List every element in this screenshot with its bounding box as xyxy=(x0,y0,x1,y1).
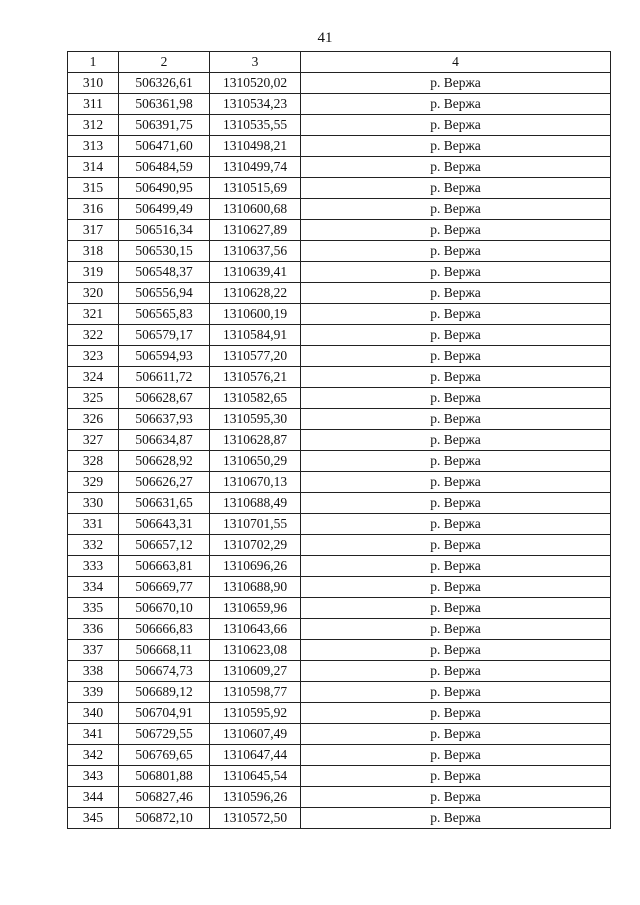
description-cell: р. Вержа xyxy=(301,178,611,199)
y-coordinate-cell: 1310702,29 xyxy=(210,535,301,556)
point-number-cell: 320 xyxy=(68,283,119,304)
x-coordinate-cell: 506594,93 xyxy=(119,346,210,367)
x-coordinate-cell: 506499,49 xyxy=(119,199,210,220)
point-number-cell: 313 xyxy=(68,136,119,157)
description-cell: р. Вержа xyxy=(301,325,611,346)
table-row xyxy=(68,472,611,493)
description-cell: р. Вержа xyxy=(301,157,611,178)
y-coordinate-cell: 1310627,89 xyxy=(210,220,301,241)
table-row xyxy=(68,115,611,136)
table-row xyxy=(68,136,611,157)
y-coordinate-cell: 1310498,21 xyxy=(210,136,301,157)
x-coordinate-cell: 506657,12 xyxy=(119,535,210,556)
point-number-cell: 341 xyxy=(68,724,119,745)
y-coordinate-cell: 1310609,27 xyxy=(210,661,301,682)
x-coordinate-cell: 506626,27 xyxy=(119,472,210,493)
description-cell: р. Вержа xyxy=(301,745,611,766)
table-row xyxy=(68,577,611,598)
point-number-cell: 338 xyxy=(68,661,119,682)
x-coordinate-cell: 506565,83 xyxy=(119,304,210,325)
y-coordinate-cell: 1310577,20 xyxy=(210,346,301,367)
description-cell: р. Вержа xyxy=(301,472,611,493)
point-number-cell: 329 xyxy=(68,472,119,493)
description-cell: р. Вержа xyxy=(301,409,611,430)
description-cell: р. Вержа xyxy=(301,661,611,682)
y-coordinate-cell: 1310639,41 xyxy=(210,262,301,283)
description-cell: р. Вержа xyxy=(301,220,611,241)
x-coordinate-cell: 506704,91 xyxy=(119,703,210,724)
description-cell: р. Вержа xyxy=(301,430,611,451)
y-coordinate-cell: 1310659,96 xyxy=(210,598,301,619)
x-coordinate-cell: 506628,67 xyxy=(119,388,210,409)
description-cell: р. Вержа xyxy=(301,514,611,535)
y-coordinate-cell: 1310637,56 xyxy=(210,241,301,262)
x-coordinate-cell: 506628,92 xyxy=(119,451,210,472)
point-number-cell: 322 xyxy=(68,325,119,346)
point-number-cell: 328 xyxy=(68,451,119,472)
column-header-1: 1 xyxy=(68,52,119,73)
point-number-cell: 336 xyxy=(68,619,119,640)
description-cell: р. Вержа xyxy=(301,619,611,640)
point-number-cell: 312 xyxy=(68,115,119,136)
x-coordinate-cell: 506669,77 xyxy=(119,577,210,598)
description-cell: р. Вержа xyxy=(301,724,611,745)
point-number-cell: 321 xyxy=(68,304,119,325)
y-coordinate-cell: 1310628,22 xyxy=(210,283,301,304)
y-coordinate-cell: 1310595,30 xyxy=(210,409,301,430)
y-coordinate-cell: 1310595,92 xyxy=(210,703,301,724)
point-number-cell: 342 xyxy=(68,745,119,766)
table-row xyxy=(68,304,611,325)
table-row xyxy=(68,556,611,577)
table-row xyxy=(68,283,611,304)
point-number-cell: 332 xyxy=(68,535,119,556)
x-coordinate-cell: 506631,65 xyxy=(119,493,210,514)
y-coordinate-cell: 1310582,65 xyxy=(210,388,301,409)
y-coordinate-cell: 1310600,68 xyxy=(210,199,301,220)
table-row xyxy=(68,94,611,115)
table-row xyxy=(68,262,611,283)
y-coordinate-cell: 1310584,91 xyxy=(210,325,301,346)
table-row xyxy=(68,703,611,724)
point-number-cell: 333 xyxy=(68,556,119,577)
point-number-cell: 337 xyxy=(68,640,119,661)
table-row xyxy=(68,808,611,829)
description-cell: р. Вержа xyxy=(301,493,611,514)
x-coordinate-cell: 506579,17 xyxy=(119,325,210,346)
description-cell: р. Вержа xyxy=(301,703,611,724)
point-number-cell: 343 xyxy=(68,766,119,787)
point-number-cell: 330 xyxy=(68,493,119,514)
x-coordinate-cell: 506670,10 xyxy=(119,598,210,619)
table-body xyxy=(68,73,611,829)
y-coordinate-cell: 1310572,50 xyxy=(210,808,301,829)
x-coordinate-cell: 506516,34 xyxy=(119,220,210,241)
x-coordinate-cell: 506689,12 xyxy=(119,682,210,703)
point-number-cell: 316 xyxy=(68,199,119,220)
table-row xyxy=(68,724,611,745)
column-header-4: 4 xyxy=(301,52,611,73)
table-row xyxy=(68,598,611,619)
coordinates-table xyxy=(67,51,611,829)
page-number: 41 xyxy=(317,30,333,46)
y-coordinate-cell: 1310598,77 xyxy=(210,682,301,703)
description-cell: р. Вержа xyxy=(301,262,611,283)
description-cell: р. Вержа xyxy=(301,94,611,115)
x-coordinate-cell: 506729,55 xyxy=(119,724,210,745)
point-number-cell: 340 xyxy=(68,703,119,724)
x-coordinate-cell: 506611,72 xyxy=(119,367,210,388)
description-cell: р. Вержа xyxy=(301,556,611,577)
x-coordinate-cell: 506471,60 xyxy=(119,136,210,157)
y-coordinate-cell: 1310535,55 xyxy=(210,115,301,136)
point-number-cell: 345 xyxy=(68,808,119,829)
table-row xyxy=(68,535,611,556)
point-number-cell: 335 xyxy=(68,598,119,619)
table-row xyxy=(68,325,611,346)
description-cell: р. Вержа xyxy=(301,388,611,409)
description-cell: р. Вержа xyxy=(301,682,611,703)
description-cell: р. Вержа xyxy=(301,787,611,808)
point-number-cell: 314 xyxy=(68,157,119,178)
point-number-cell: 326 xyxy=(68,409,119,430)
description-cell: р. Вержа xyxy=(301,115,611,136)
x-coordinate-cell: 506666,83 xyxy=(119,619,210,640)
column-header-2: 2 xyxy=(119,52,210,73)
x-coordinate-cell: 506663,81 xyxy=(119,556,210,577)
x-coordinate-cell: 506827,46 xyxy=(119,787,210,808)
x-coordinate-cell: 506548,37 xyxy=(119,262,210,283)
table-row xyxy=(68,73,611,94)
header-row xyxy=(68,52,611,73)
table-row xyxy=(68,640,611,661)
table-row xyxy=(68,220,611,241)
table-row xyxy=(68,409,611,430)
table-row xyxy=(68,619,611,640)
x-coordinate-cell: 506530,15 xyxy=(119,241,210,262)
y-coordinate-cell: 1310534,23 xyxy=(210,94,301,115)
description-cell: р. Вержа xyxy=(301,73,611,94)
y-coordinate-cell: 1310696,26 xyxy=(210,556,301,577)
y-coordinate-cell: 1310515,69 xyxy=(210,178,301,199)
point-number-cell: 323 xyxy=(68,346,119,367)
description-cell: р. Вержа xyxy=(301,640,611,661)
x-coordinate-cell: 506326,61 xyxy=(119,73,210,94)
x-coordinate-cell: 506801,88 xyxy=(119,766,210,787)
description-cell: р. Вержа xyxy=(301,577,611,598)
x-coordinate-cell: 506637,93 xyxy=(119,409,210,430)
y-coordinate-cell: 1310645,54 xyxy=(210,766,301,787)
y-coordinate-cell: 1310647,44 xyxy=(210,745,301,766)
x-coordinate-cell: 506484,59 xyxy=(119,157,210,178)
point-number-cell: 331 xyxy=(68,514,119,535)
table-row xyxy=(68,199,611,220)
x-coordinate-cell: 506556,94 xyxy=(119,283,210,304)
description-cell: р. Вержа xyxy=(301,346,611,367)
x-coordinate-cell: 506361,98 xyxy=(119,94,210,115)
point-number-cell: 311 xyxy=(68,94,119,115)
table-header xyxy=(68,52,611,73)
point-number-cell: 339 xyxy=(68,682,119,703)
y-coordinate-cell: 1310520,02 xyxy=(210,73,301,94)
table-row xyxy=(68,493,611,514)
table-row xyxy=(68,661,611,682)
point-number-cell: 324 xyxy=(68,367,119,388)
table-row xyxy=(68,766,611,787)
y-coordinate-cell: 1310600,19 xyxy=(210,304,301,325)
y-coordinate-cell: 1310688,90 xyxy=(210,577,301,598)
table-row xyxy=(68,178,611,199)
y-coordinate-cell: 1310596,26 xyxy=(210,787,301,808)
x-coordinate-cell: 506769,65 xyxy=(119,745,210,766)
y-coordinate-cell: 1310607,49 xyxy=(210,724,301,745)
table-row xyxy=(68,346,611,367)
point-number-cell: 310 xyxy=(68,73,119,94)
y-coordinate-cell: 1310623,08 xyxy=(210,640,301,661)
point-number-cell: 319 xyxy=(68,262,119,283)
description-cell: р. Вержа xyxy=(301,241,611,262)
table-row xyxy=(68,367,611,388)
table-row xyxy=(68,241,611,262)
x-coordinate-cell: 506872,10 xyxy=(119,808,210,829)
table-row xyxy=(68,388,611,409)
description-cell: р. Вержа xyxy=(301,451,611,472)
table-row xyxy=(68,682,611,703)
y-coordinate-cell: 1310576,21 xyxy=(210,367,301,388)
point-number-cell: 318 xyxy=(68,241,119,262)
description-cell: р. Вержа xyxy=(301,199,611,220)
table-row xyxy=(68,430,611,451)
y-coordinate-cell: 1310688,49 xyxy=(210,493,301,514)
y-coordinate-cell: 1310701,55 xyxy=(210,514,301,535)
table-row xyxy=(68,451,611,472)
x-coordinate-cell: 506674,73 xyxy=(119,661,210,682)
x-coordinate-cell: 506490,95 xyxy=(119,178,210,199)
y-coordinate-cell: 1310499,74 xyxy=(210,157,301,178)
y-coordinate-cell: 1310643,66 xyxy=(210,619,301,640)
point-number-cell: 317 xyxy=(68,220,119,241)
table-row xyxy=(68,787,611,808)
table-row xyxy=(68,157,611,178)
table-row xyxy=(68,745,611,766)
x-coordinate-cell: 506634,87 xyxy=(119,430,210,451)
point-number-cell: 315 xyxy=(68,178,119,199)
y-coordinate-cell: 1310628,87 xyxy=(210,430,301,451)
description-cell: р. Вержа xyxy=(301,598,611,619)
x-coordinate-cell: 506643,31 xyxy=(119,514,210,535)
description-cell: р. Вержа xyxy=(301,766,611,787)
description-cell: р. Вержа xyxy=(301,367,611,388)
description-cell: р. Вержа xyxy=(301,808,611,829)
description-cell: р. Вержа xyxy=(301,304,611,325)
x-coordinate-cell: 506668,11 xyxy=(119,640,210,661)
point-number-cell: 344 xyxy=(68,787,119,808)
x-coordinate-cell: 506391,75 xyxy=(119,115,210,136)
y-coordinate-cell: 1310650,29 xyxy=(210,451,301,472)
description-cell: р. Вержа xyxy=(301,283,611,304)
point-number-cell: 327 xyxy=(68,430,119,451)
column-header-3: 3 xyxy=(210,52,301,73)
y-coordinate-cell: 1310670,13 xyxy=(210,472,301,493)
point-number-cell: 334 xyxy=(68,577,119,598)
point-number-cell: 325 xyxy=(68,388,119,409)
table-row xyxy=(68,514,611,535)
description-cell: р. Вержа xyxy=(301,535,611,556)
description-cell: р. Вержа xyxy=(301,136,611,157)
